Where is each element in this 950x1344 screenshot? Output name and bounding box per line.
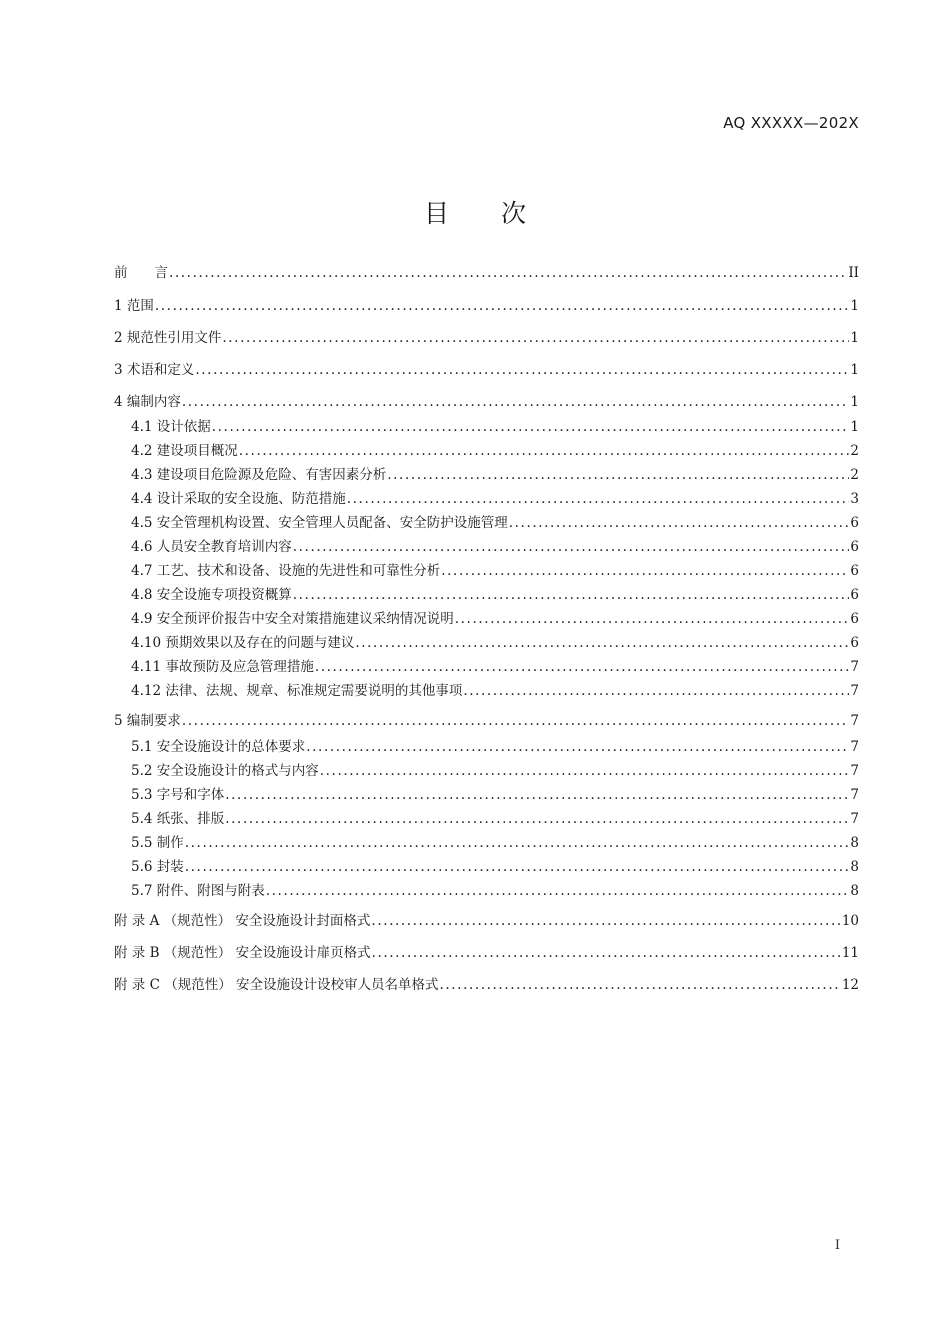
toc-entry-page: 11 [841, 945, 859, 961]
toc-entry-page: 3 [850, 491, 859, 507]
toc-leader-dots [222, 329, 849, 347]
toc-entry-requirements[interactable] [114, 712, 859, 730]
toc-entry-page: 6 [850, 635, 859, 651]
toc-leader-dots [185, 834, 850, 852]
toc-entry-5-5[interactable] [131, 834, 859, 852]
toc-entry-5-6[interactable] [131, 858, 859, 876]
toc-entry-label: 4.5 安全管理机构设置、安全管理人员配备、安全防护设施管理 [131, 515, 508, 531]
toc-entry-page: 6 [850, 587, 859, 603]
toc-entry-scope[interactable] [114, 297, 859, 315]
toc-entry-page: 2 [850, 443, 859, 459]
toc-entry-4-5[interactable] [131, 514, 859, 532]
toc-entry-label: 5 编制要求 [114, 713, 181, 729]
toc-entry-page: 1 [850, 298, 859, 314]
toc-entry-appendix-a[interactable] [114, 912, 859, 930]
toc-leader-dots [320, 762, 850, 780]
toc-entry-content[interactable] [114, 393, 859, 411]
toc-leader-dots [169, 264, 847, 282]
toc-entry-terms[interactable] [114, 361, 859, 379]
toc-entry-page: 7 [850, 739, 859, 755]
toc-entry-4-10[interactable] [131, 634, 859, 652]
page-number: I [834, 1238, 840, 1253]
toc-entry-label: 4.12 法律、法规、规章、标准规定需要说明的其他事项 [131, 683, 463, 699]
toc-entry-5-4[interactable] [131, 810, 859, 828]
toc-leader-dots [293, 538, 850, 556]
toc-entry-normative-references[interactable] [114, 329, 859, 347]
toc-entry-label: 5.4 纸张、排版 [131, 811, 225, 827]
toc-entry-label: 4.4 设计采取的安全设施、防范措施 [131, 491, 346, 507]
toc-leader-dots [372, 944, 841, 962]
toc-leader-dots [182, 393, 850, 411]
toc-entry-4-6[interactable] [131, 538, 859, 556]
toc-leader-dots [195, 361, 849, 379]
toc-entry-page: 7 [850, 763, 859, 779]
toc-entry-page: 7 [850, 683, 859, 699]
toc-entry-label: 附 录 B （规范性） 安全设施设计扉页格式 [114, 945, 371, 961]
toc-leader-dots [266, 882, 850, 900]
toc-leader-dots [441, 562, 849, 580]
toc-entry-preface[interactable] [114, 264, 859, 282]
toc-entry-4-2[interactable] [131, 442, 859, 460]
toc-entry-page: 1 [850, 394, 859, 410]
toc-entry-4-9[interactable] [131, 610, 859, 628]
toc-entry-label: 4.7 工艺、技术和设备、设施的先进性和可靠性分析 [131, 563, 441, 579]
toc-entry-label: 附 录 A （规范性） 安全设施设计封面格式 [114, 913, 371, 929]
toc-entry-label: 4.10 预期效果以及存在的问题与建议 [131, 635, 355, 651]
toc-entry-page: 8 [850, 883, 859, 899]
toc-leader-dots [509, 514, 850, 532]
toc-entry-page: 2 [850, 467, 859, 483]
toc-entry-label: 5.5 制作 [131, 835, 184, 851]
toc-leader-dots [306, 738, 849, 756]
toc-entry-label: 5.1 安全设施设计的总体要求 [131, 739, 306, 755]
toc-entry-page: 7 [850, 787, 859, 803]
toc-leader-dots [455, 610, 850, 628]
toc-leader-dots [212, 418, 850, 436]
toc-entry-page: 6 [850, 539, 859, 555]
toc-entry-label: 5.6 封装 [131, 859, 184, 875]
toc-entry-4-11[interactable] [131, 658, 859, 676]
toc-entry-page: 6 [850, 611, 859, 627]
toc-entry-5-2[interactable] [131, 762, 859, 780]
toc-leader-dots [239, 442, 850, 460]
toc-entry-label: 2 规范性引用文件 [114, 330, 222, 346]
toc-leader-dots [371, 912, 840, 930]
toc-leader-dots [155, 297, 850, 315]
toc-entry-label: 4.2 建设项目概况 [131, 443, 238, 459]
toc-entry-4-3[interactable] [131, 466, 859, 484]
toc-entry-page: 1 [850, 419, 859, 435]
toc-entry-page: 1 [850, 362, 859, 378]
toc-entry-label: 4 编制内容 [114, 394, 181, 410]
toc-entry-label: 3 术语和定义 [114, 362, 195, 378]
toc-entry-4-4[interactable] [131, 490, 859, 508]
toc-leader-dots [347, 490, 850, 508]
toc-entry-appendix-c[interactable] [114, 976, 859, 994]
toc-entry-label: 前 言 [114, 265, 168, 281]
toc-entry-page: 12 [841, 977, 859, 993]
toc-entry-page: 6 [850, 563, 859, 579]
toc-leader-dots [355, 634, 849, 652]
toc-entry-4-8[interactable] [131, 586, 859, 604]
toc-entry-label: 4.9 安全预评价报告中安全对策措施建议采纳情况说明 [131, 611, 454, 627]
toc-entry-label: 1 范围 [114, 298, 154, 314]
toc-entry-label: 4.1 设计依据 [131, 419, 211, 435]
toc-entry-page: 10 [841, 913, 859, 929]
document-code: AQ XXXXX—202X [723, 114, 859, 132]
toc-entry-page: II [848, 265, 859, 281]
toc-leader-dots [440, 976, 841, 994]
toc-leader-dots [225, 786, 849, 804]
toc-entry-page: 1 [850, 330, 859, 346]
toc-entry-label: 4.11 事故预防及应急管理措施 [131, 659, 314, 675]
toc-leader-dots [387, 466, 849, 484]
toc-entry-appendix-b[interactable] [114, 944, 859, 962]
toc-leader-dots [185, 858, 850, 876]
toc-leader-dots [293, 586, 850, 604]
toc-entry-page: 8 [850, 835, 859, 851]
toc-entry-page: 7 [850, 811, 859, 827]
toc-entry-label: 5.3 字号和字体 [131, 787, 225, 803]
toc-entry-5-1[interactable] [131, 738, 859, 756]
toc-leader-dots [182, 712, 850, 730]
toc-entry-5-7[interactable] [131, 882, 859, 900]
toc-entry-5-3[interactable] [131, 786, 859, 804]
toc-entry-4-7[interactable] [131, 562, 859, 580]
toc-entry-label: 4.8 安全设施专项投资概算 [131, 587, 292, 603]
toc-leader-dots [225, 810, 849, 828]
toc-entry-4-1[interactable] [131, 418, 859, 436]
toc-entry-label: 5.2 安全设施设计的格式与内容 [131, 763, 319, 779]
toc-leader-dots [463, 682, 849, 700]
toc-entry-label: 4.6 人员安全教育培训内容 [131, 539, 292, 555]
toc-entry-page: 8 [850, 859, 859, 875]
toc-entry-4-12[interactable] [131, 682, 859, 700]
toc-entry-label: 附 录 C （规范性） 安全设施设计设校审人员名单格式 [114, 977, 439, 993]
toc-entry-page: 7 [850, 713, 859, 729]
toc-entry-label: 4.3 建设项目危险源及危险、有害因素分析 [131, 467, 387, 483]
toc-entry-page: 6 [850, 515, 859, 531]
toc-leader-dots [315, 658, 850, 676]
toc-title: 目 次 [424, 199, 548, 228]
toc-entry-label: 5.7 附件、附图与附表 [131, 883, 265, 899]
toc-entry-page: 7 [850, 659, 859, 675]
